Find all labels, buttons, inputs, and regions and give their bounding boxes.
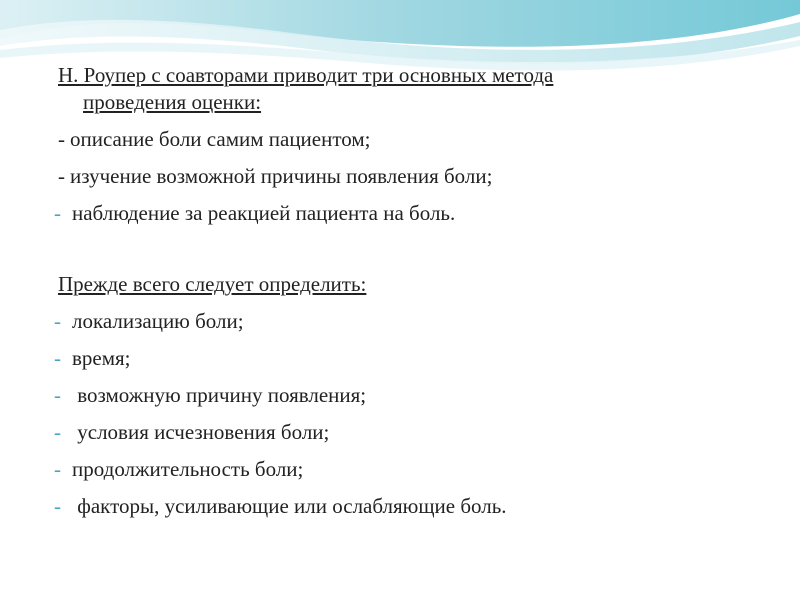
method-text: описание боли самим пациентом; (70, 127, 371, 151)
list-item-text: условия исчезновения боли; (72, 420, 330, 444)
list-item-text: факторы, усиливающие или ослабляющие боль. (72, 494, 507, 518)
list-item (54, 493, 758, 520)
dash-bullet-icon: - (54, 457, 61, 481)
list-item-text: время; (72, 346, 131, 370)
method-item (58, 163, 758, 190)
dash-bullet-icon: - (54, 383, 61, 407)
section-heading: Прежде всего следует определить: (58, 272, 367, 296)
method-text: изучение возможной причины появления боли; (70, 164, 493, 188)
dash-marker: - (58, 127, 65, 151)
dash-bullet-icon: - (54, 346, 61, 370)
list-item (54, 345, 758, 372)
method-text: наблюдение за реакцией пациента на боль. (72, 201, 456, 225)
dash-bullet-icon: - (54, 494, 61, 518)
list-item (54, 382, 758, 409)
intro-line-1: Н. Роупер с соавторами приводит три основных метода (58, 63, 554, 87)
list-item (54, 456, 758, 483)
list-item (54, 419, 758, 446)
dash-bullet-icon: - (54, 420, 61, 444)
dash-bullet-icon: - (54, 309, 61, 333)
dash-bullet-icon: - (54, 201, 61, 225)
intro-line-2: проведения оценки: (83, 90, 262, 114)
method-item (54, 200, 758, 227)
list-item-text: локализацию боли; (72, 309, 244, 333)
list-item-text: продолжительность боли; (72, 457, 304, 481)
slide-content (54, 62, 758, 520)
method-item (58, 126, 758, 153)
list-item-text: возможную причину появления; (72, 383, 367, 407)
intro-text (58, 62, 758, 116)
list-item (54, 308, 758, 335)
dash-marker: - (58, 164, 65, 188)
